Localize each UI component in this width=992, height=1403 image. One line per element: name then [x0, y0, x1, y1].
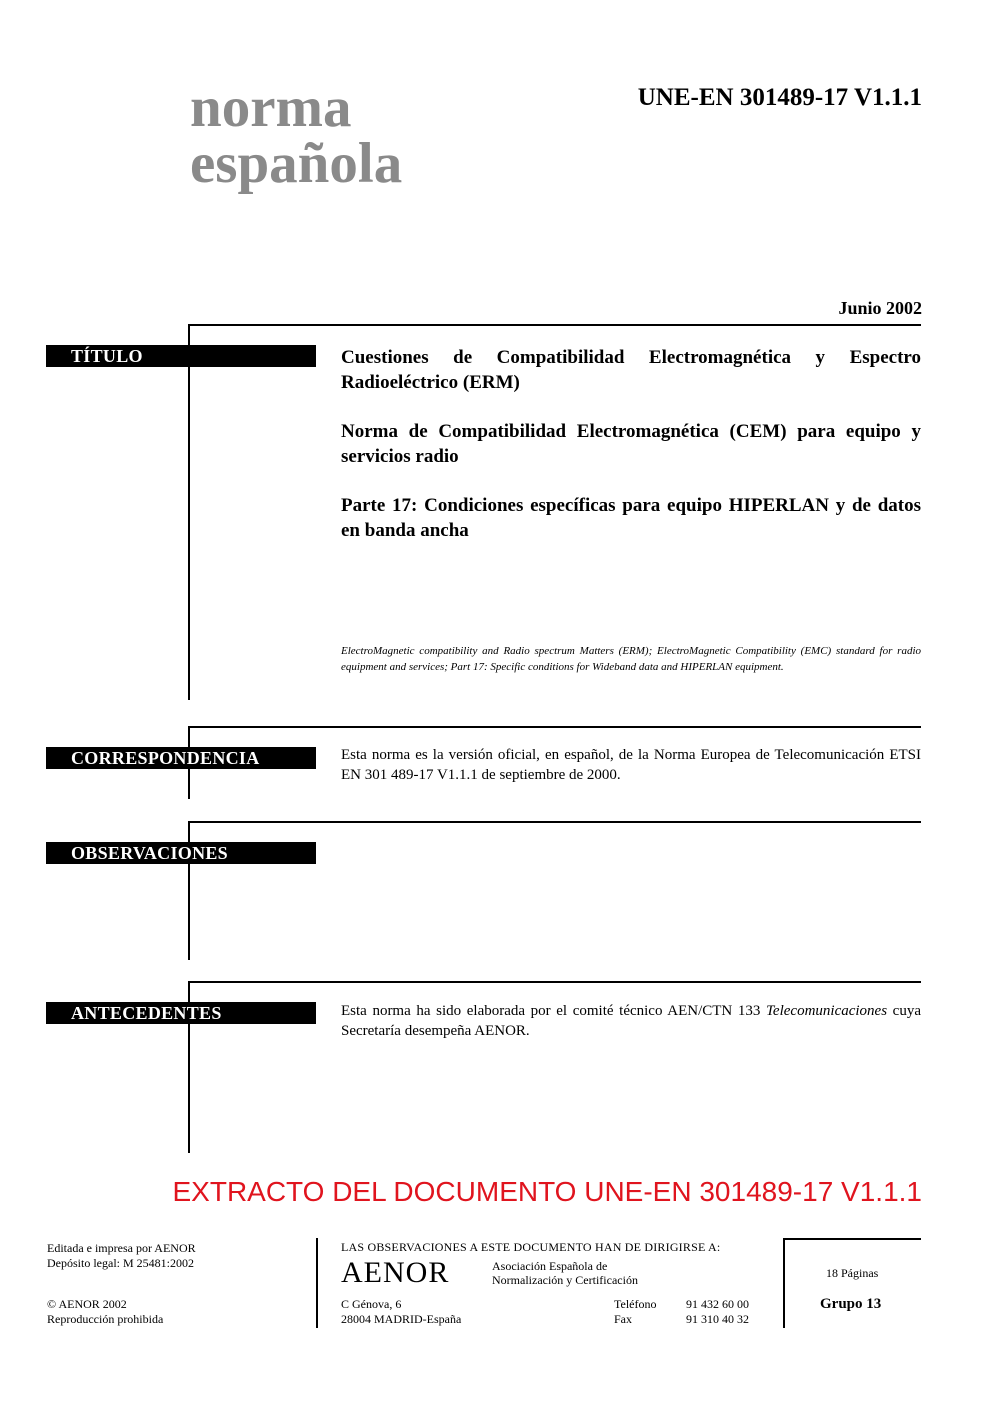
aenor-logo: AENOR	[341, 1256, 450, 1289]
title-para-3: Parte 17: Condiciones específicas para equipo HIPERLAN y de datos en banda ancha	[341, 495, 921, 541]
footer-deposit: Depósito legal: M 25481:2002	[47, 1256, 194, 1270]
page-count: 18 Páginas	[826, 1266, 879, 1280]
footer-contact-labels	[614, 1297, 656, 1327]
correspondencia-text: Esta norma es la versión oficial, en español, de la Norma Europea de Telecomunicación ETSI EN 301 489-17 V1.1.1 de septiembre de 2000.	[341, 747, 921, 783]
address-line-2: 28004 MADRID-España	[341, 1312, 462, 1326]
title-para-1: Cuestiones de Compatibilidad Electromagnética y Espectro Radioeléctrico (ERM)	[341, 347, 921, 393]
aenor-full-name	[492, 1259, 638, 1287]
pages-box-top-rule	[783, 1238, 921, 1240]
label-observaciones: OBSERVACIONES	[46, 842, 316, 864]
footer-edition-info	[47, 1241, 196, 1271]
price-group: Grupo 13	[820, 1296, 882, 1312]
footer-reproduction: Reproducción prohibida	[47, 1312, 164, 1326]
antecedentes-text-suffix: cuya Secretaría desempeña AENOR.	[341, 1003, 921, 1039]
aenor-name-line-1: Asociación Española de	[492, 1259, 608, 1273]
pages-box-left-rule	[783, 1238, 785, 1328]
english-title: ElectroMagnetic compatibility and Radio spectrum Matters (ERM); ElectroMagnetic Compatibility (EMC) standard for radio equipment and services; Part 17: Specific conditions for Wideband data and HIPERLAN equipment.	[341, 645, 921, 673]
footer-vertical-rule	[316, 1238, 318, 1328]
extract-notice: EXTRACTO DEL DOCUMENTO UNE-EN 301489-17 V1.1.1	[172, 1176, 922, 1207]
section-divider	[188, 981, 921, 983]
label-antecedentes: ANTECEDENTES	[46, 1002, 316, 1024]
footer-observations-heading: LAS OBSERVACIONES A ESTE DOCUMENTO HAN DE DIRIGIRSE A:	[341, 1240, 721, 1254]
footer-edited: Editada e impresa por AENOR	[47, 1241, 196, 1255]
standard-code: UNE-EN 301489-17 V1.1.1	[637, 84, 922, 111]
footer-copyright-info	[47, 1297, 163, 1327]
antecedentes-text-italic: Telecomunicaciones	[765, 1003, 888, 1019]
section-divider	[188, 324, 921, 326]
title-block	[341, 345, 921, 567]
section-divider	[188, 821, 921, 823]
aenor-name-line-2: Normalización y Certificación	[492, 1273, 638, 1287]
label-correspondencia: CORRESPONDENCIA	[46, 747, 316, 769]
title-para-2: Norma de Compatibilidad Electromagnética (CEM) para equipo y servicios radio	[341, 421, 921, 467]
brand-title	[190, 76, 403, 195]
antecedentes-text	[341, 1001, 921, 1041]
publication-date: Junio 2002	[838, 298, 922, 318]
fax-value: 91 310 40 32	[686, 1312, 749, 1326]
fax-label: Fax	[614, 1312, 632, 1326]
section-divider	[188, 726, 921, 728]
footer-contact-values	[686, 1297, 749, 1327]
brand-line-2: española	[190, 132, 403, 195]
label-titulo: TÍTULO	[46, 345, 316, 367]
footer-copyright: © AENOR 2002	[47, 1297, 127, 1311]
address-line-1: C Génova, 6	[341, 1297, 402, 1311]
section-vertical-rule	[188, 324, 190, 700]
footer-address	[341, 1297, 461, 1327]
phone-value: 91 432 60 00	[686, 1297, 749, 1311]
phone-label: Teléfono	[614, 1297, 657, 1311]
brand-line-1: norma	[190, 76, 352, 139]
antecedentes-text-prefix: Esta norma ha sido elaborada por el comité técnico AEN/CTN 133	[341, 1003, 766, 1019]
